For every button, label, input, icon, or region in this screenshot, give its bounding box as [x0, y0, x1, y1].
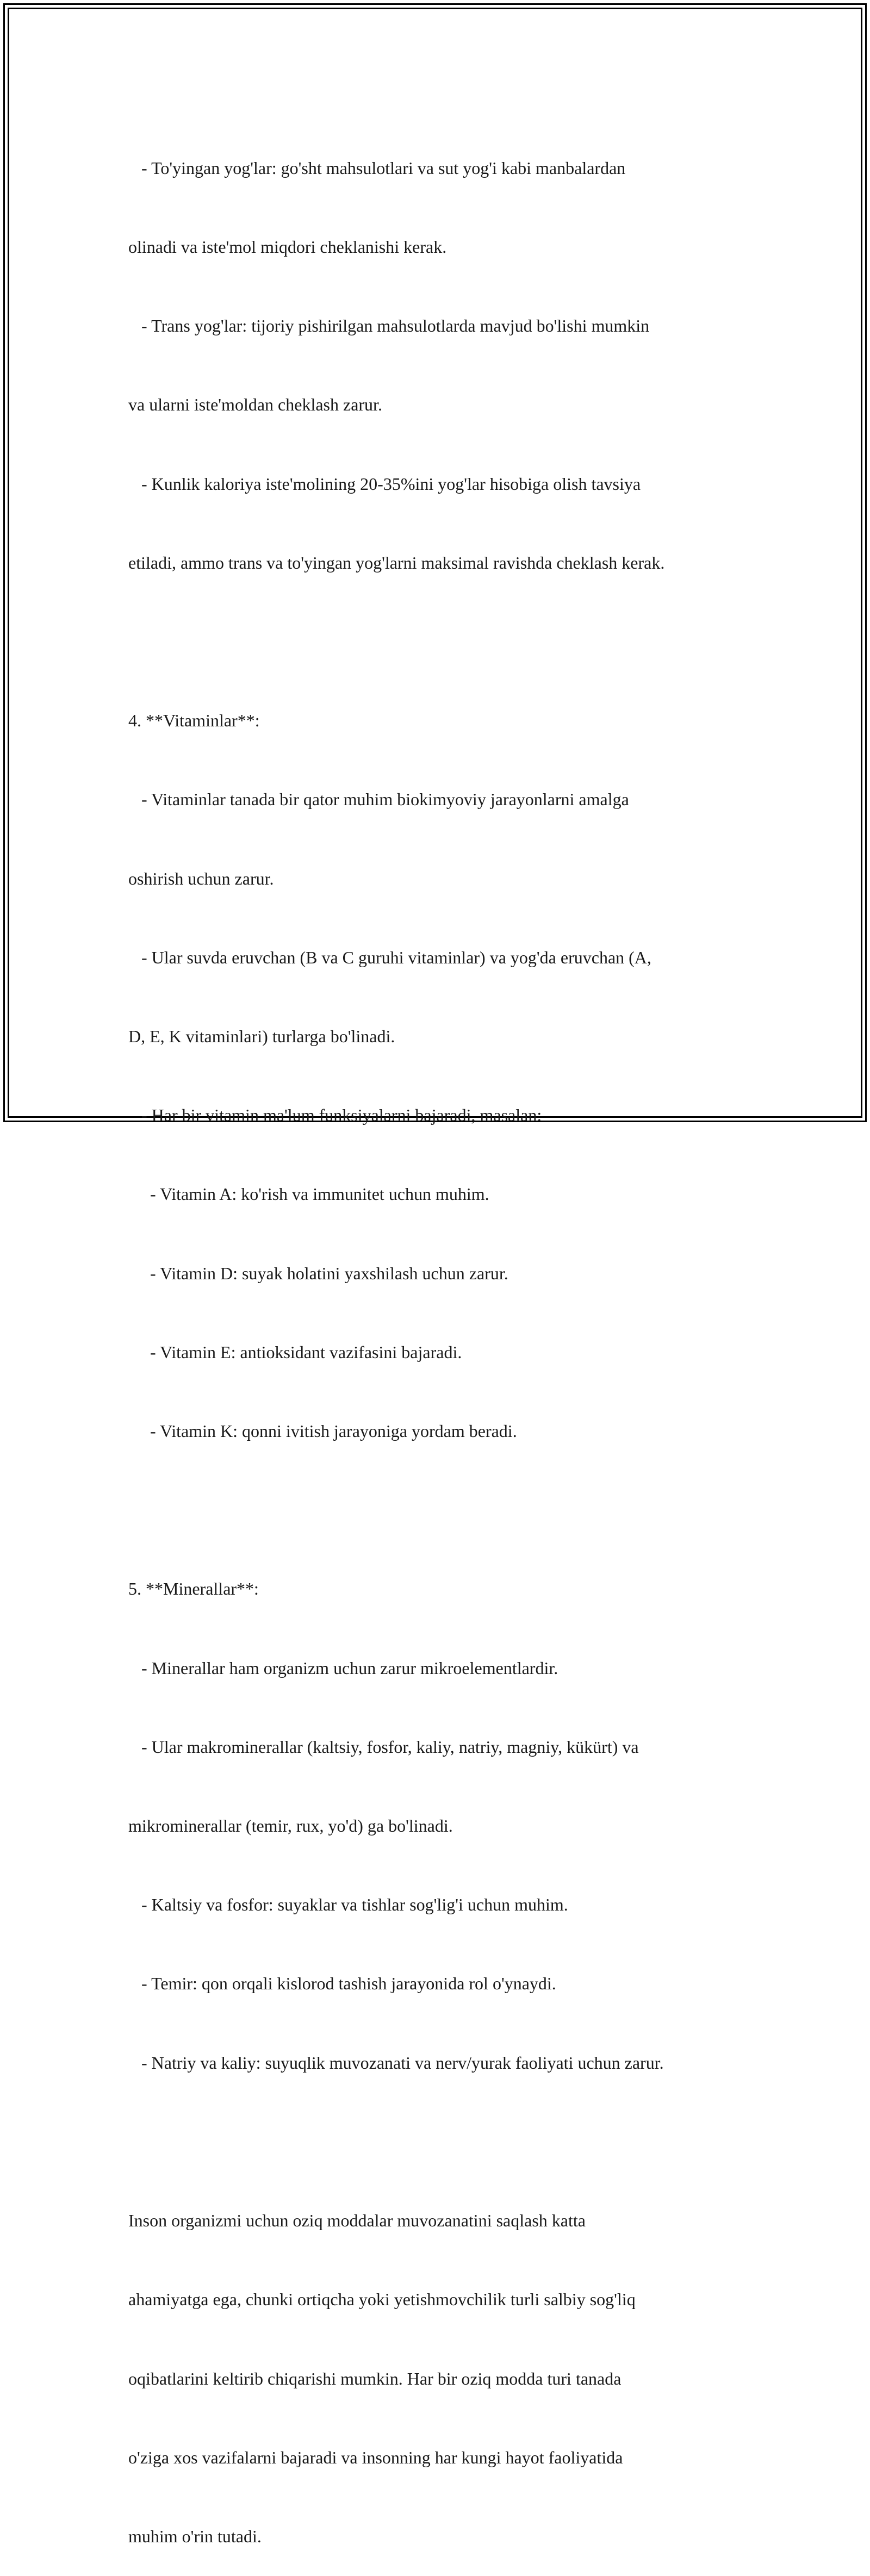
text-line: - Temir: qon orqali kislorod tashish jarayonida rol o'ynaydi.	[128, 1974, 556, 1994]
text-line: - Vitaminlar tanada bir qator muhim biokimyoviy jarayonlarni amalga	[128, 789, 629, 810]
text-line: olinadi va iste'mol miqdori cheklanishi kerak.	[128, 237, 447, 257]
conclusion-line: oqibatlarini keltirib chiqarishi mumkin. Har bir oziq modda turi tanada	[128, 2368, 622, 2388]
text-line: mikrominerallar (temir, rux, yo'd) ga bo'linadi.	[128, 1816, 453, 1836]
text-line: va ularni iste'moldan cheklash zarur.	[128, 395, 382, 415]
text-line: - Kunlik kaloriya iste'molining 20-35%ini yog'lar hisobiga olish tavsiya	[128, 474, 641, 494]
text-line: oshirish uchun zarur.	[128, 868, 274, 888]
text-line: - Natriy va kaliy: suyuqlik muvozanati va nerv/yurak faoliyati uchun zarur.	[128, 2052, 664, 2073]
text-line: - Vitamin A: ko'rish va immunitet uchun muhim.	[128, 1184, 489, 1204]
section-heading-vitaminlar: 4. **Vitaminlar**:	[128, 711, 260, 731]
text-line: - Har bir vitamin ma'lum funksiyalarni bajaradi, masalan:	[128, 1105, 542, 1125]
conclusion-line: muhim o'rin tutadi.	[128, 2526, 262, 2546]
text-line: - Vitamin E: antioksidant vazifasini bajaradi.	[128, 1342, 462, 1362]
document-body	[128, 102, 781, 2576]
text-line: - Trans yog'lar: tijoriy pishirilgan mahsulotlarda mavjud bo'lishi mumkin	[128, 316, 650, 336]
text-line: - Ular suvda eruvchan (B va C guruhi vitaminlar) va yog'da eruvchan (A,	[128, 947, 651, 967]
text-line: D, E, K vitaminlari) turlarga bo'linadi.	[128, 1026, 395, 1047]
section-heading-minerallar: 5. **Minerallar**:	[128, 1579, 259, 1599]
text-line: - Vitamin D: suyak holatini yaxshilash uchun zarur.	[128, 1263, 508, 1283]
blank-line	[128, 629, 781, 655]
conclusion-line: ahamiyatga ega, chunki ortiqcha yoki yetishmovchilik turli salbiy sog'liq	[128, 2289, 636, 2310]
blank-line	[128, 2129, 781, 2155]
text-line: - Vitamin K: qonni ivitish jarayoniga yordam beradi.	[128, 1421, 517, 1441]
text-line: - Ular makrominerallar (kaltsiy, fosfor, kaliy, natriy, magniy, kükürt) va	[128, 1737, 639, 1757]
conclusion-line: o'ziga xos vazifalarni bajaradi va insonning har kungi hayot faoliyatida	[128, 2447, 623, 2467]
blank-line	[128, 1497, 781, 1523]
conclusion-line: Inson organizmi uchun oziq moddalar muvozanatini saqlash katta	[128, 2211, 586, 2231]
text-line: - Kaltsiy va fosfor: suyaklar va tishlar sog'lig'i uchun muhim.	[128, 1895, 568, 1915]
text-line: etiladi, ammo trans va to'yingan yog'larni maksimal ravishda cheklash kerak.	[128, 552, 665, 573]
text-line: - To'yingan yog'lar: go'sht mahsulotlari va sut yog'i kabi manbalardan	[128, 158, 626, 178]
text-line: - Minerallar ham organizm uchun zarur mikroelementlardir.	[128, 1658, 558, 1678]
